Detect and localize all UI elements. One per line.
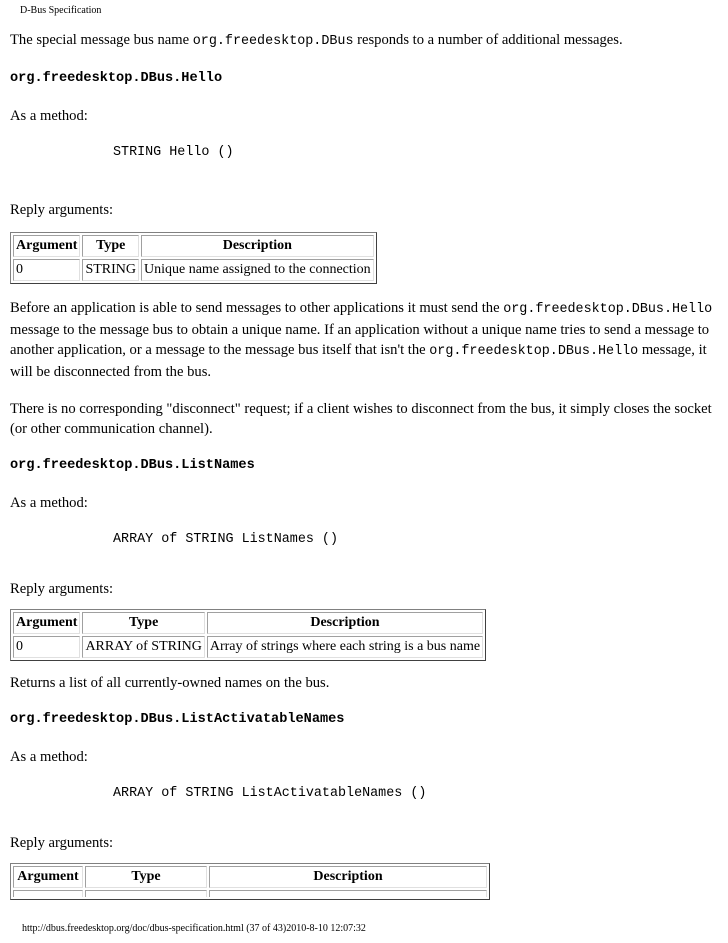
- column-header-type: Type: [82, 235, 139, 257]
- method-signature: STRING Hello (): [113, 145, 234, 160]
- as-method-label: As a method:: [10, 108, 88, 124]
- cell-type: ARRAY of STRING: [82, 636, 204, 658]
- table-header-row: [13, 612, 483, 634]
- reply-arguments-label: Reply arguments:: [10, 581, 114, 597]
- cell-argument: 0: [13, 259, 80, 281]
- section-heading-listactivatablenames: org.freedesktop.DBus.ListActivatableNames: [10, 712, 345, 727]
- column-header-type: Type: [82, 612, 204, 634]
- hello-paragraph: [10, 298, 722, 382]
- table-row: [13, 636, 483, 658]
- table-header-row: [13, 866, 487, 888]
- intro-text-end: responds to a number of additional messages.: [353, 32, 623, 48]
- column-header-argument: Argument: [13, 612, 80, 634]
- section-heading-listnames: org.freedesktop.DBus.ListNames: [10, 458, 255, 473]
- section-heading-hello: org.freedesktop.DBus.Hello: [10, 71, 223, 86]
- hello-text-3: message, it will be disconnected from the bus.: [10, 342, 707, 380]
- table-row: [13, 890, 487, 897]
- page-header: D-Bus Specification: [20, 5, 102, 16]
- as-method-label: As a method:: [10, 749, 88, 765]
- column-header-type: Type: [85, 866, 207, 888]
- reply-arguments-label: Reply arguments:: [10, 835, 114, 851]
- reply-arguments-label: Reply arguments:: [10, 202, 114, 218]
- document-body: [10, 30, 722, 900]
- column-header-argument: Argument: [13, 235, 80, 257]
- reply-arguments-table: [10, 609, 486, 661]
- cell-description: Array of strings where each string is a bus name: [207, 636, 483, 658]
- table-row: [13, 259, 374, 281]
- page-footer-url: http://dbus.freedesktop.org/doc/dbus-specification.html (37 of 43)2010-8-10 12:07:32: [22, 923, 366, 934]
- cell-argument: 0: [13, 636, 80, 658]
- column-header-argument: Argument: [13, 866, 83, 888]
- cell-argument: [13, 890, 83, 897]
- hello-text-2: message to the message bus to obtain a unique name. If an application without a unique name tries to send a message to another application, or a message to the message bus itself that isn't the: [10, 322, 710, 358]
- intro-code: org.freedesktop.DBus: [192, 34, 354, 49]
- reply-arguments-table: [10, 863, 490, 900]
- disconnect-paragraph: There is no corresponding "disconnect" request; if a client wishes to disconnect from the bus, it simply closes the socket (or other communication channel).: [10, 401, 712, 437]
- column-header-description: Description: [209, 866, 487, 888]
- hello-code-1: org.freedesktop.DBus.Hello: [503, 302, 713, 317]
- cell-description: [209, 890, 487, 897]
- intro-text: The special message bus name: [10, 32, 193, 48]
- method-signature: ARRAY of STRING ListActivatableNames (): [113, 786, 427, 801]
- column-header-description: Description: [141, 235, 374, 257]
- as-method-label: As a method:: [10, 495, 88, 511]
- intro-paragraph: [10, 30, 722, 52]
- hello-text-1: Before an application is able to send messages to other applications it must send the: [10, 300, 504, 316]
- table-header-row: [13, 235, 374, 257]
- cell-description: Unique name assigned to the connection: [141, 259, 374, 281]
- reply-arguments-table: [10, 232, 377, 284]
- method-signature: ARRAY of STRING ListNames (): [113, 532, 338, 547]
- hello-code-2: org.freedesktop.DBus.Hello: [429, 344, 639, 359]
- cell-type: [85, 890, 207, 897]
- listnames-paragraph: Returns a list of all currently-owned names on the bus.: [10, 675, 330, 691]
- column-header-description: Description: [207, 612, 483, 634]
- cell-type: STRING: [82, 259, 139, 281]
